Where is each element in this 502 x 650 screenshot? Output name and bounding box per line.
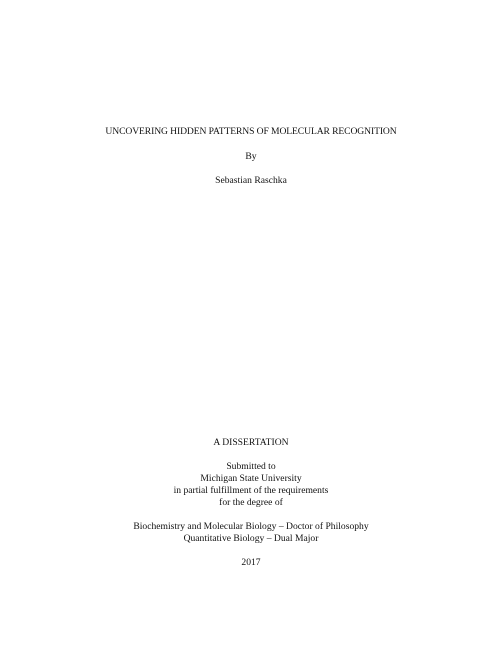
by-label: By bbox=[245, 151, 257, 162]
university-name: Michigan State University bbox=[200, 473, 302, 484]
author-name: Sebastian Raschka bbox=[215, 175, 287, 186]
submission-line: Submitted to bbox=[226, 461, 276, 472]
degree-primary: Biochemistry and Molecular Biology – Doctor of Philosophy bbox=[133, 521, 369, 532]
submission-line: for the degree of bbox=[219, 497, 283, 508]
submission-statement bbox=[0, 461, 502, 509]
dissertation-title: UNCOVERING HIDDEN PATTERNS OF MOLECULAR RECOGNITION bbox=[105, 126, 397, 137]
degree-block bbox=[0, 521, 502, 545]
submission-line: in partial fulfillment of the requirements bbox=[173, 485, 329, 496]
document-type: A DISSERTATION bbox=[213, 437, 289, 448]
year: 2017 bbox=[241, 557, 261, 568]
degree-secondary: Quantitative Biology – Dual Major bbox=[183, 533, 319, 544]
